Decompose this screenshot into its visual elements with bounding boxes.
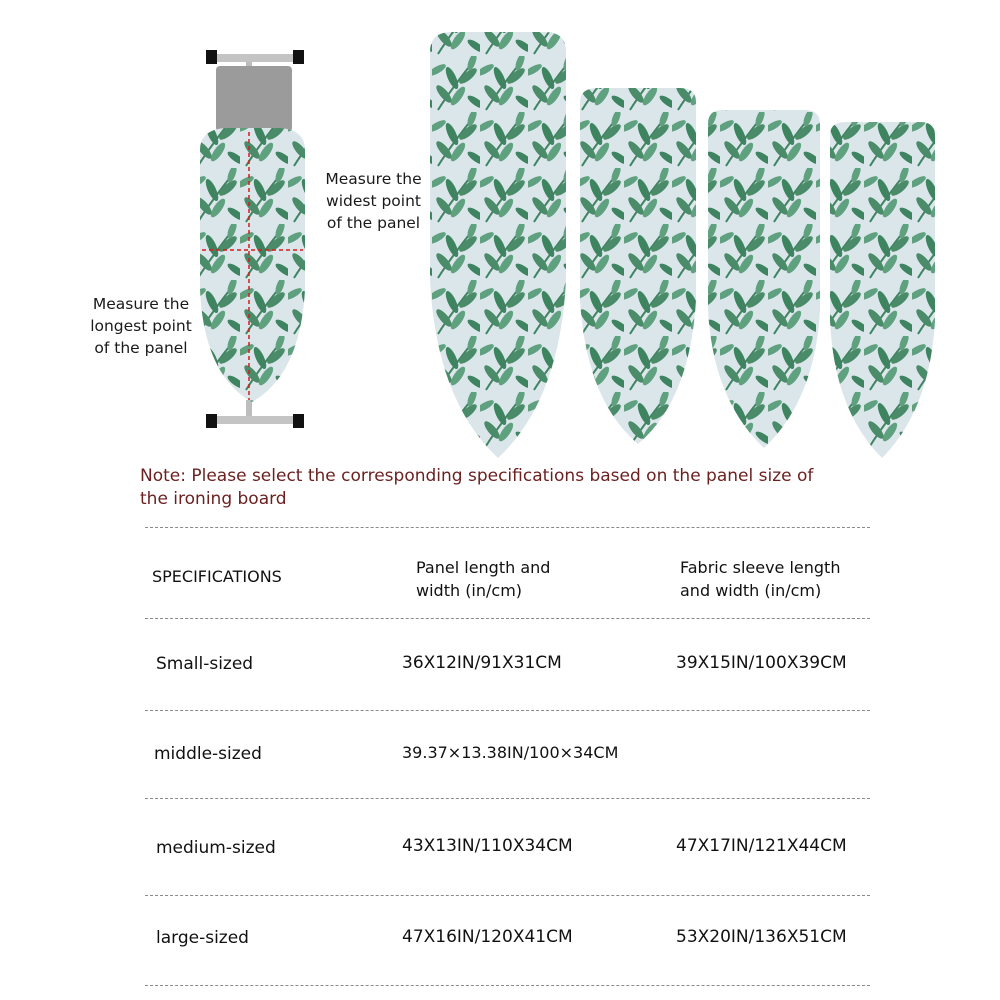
table-row-sleeve: 53X20IN/136X51CM xyxy=(676,927,847,947)
table-divider xyxy=(145,798,870,799)
table-row-sleeve: 39X15IN/100X39CM xyxy=(676,653,847,673)
table-row-size: Small-sized xyxy=(156,654,254,674)
header-panel-size: Panel length and width (in/cm) xyxy=(416,558,551,600)
table-divider xyxy=(145,618,870,619)
longest-point-label: Measure the longest point of the panel xyxy=(90,295,192,357)
table-divider xyxy=(145,710,870,711)
size-selection-note: Note: Please select the corresponding specifications based on the panel size of the ironing board xyxy=(140,466,814,509)
cover-small xyxy=(830,122,935,458)
table-row-size: medium-sized xyxy=(156,838,276,858)
table-row-size: middle-sized xyxy=(154,744,262,764)
table-row-panel: 47X16IN/120X41CM xyxy=(402,927,573,947)
widest-point-label: Measure the widest point of the panel xyxy=(325,170,422,232)
cover-medium xyxy=(580,88,696,444)
table-divider xyxy=(145,895,870,896)
table-row-panel: 43X13IN/110X34CM xyxy=(402,836,573,856)
cover-middle xyxy=(708,110,820,448)
table-divider xyxy=(145,527,870,528)
header-sleeve-size: Fabric sleeve length and width (in/cm) xyxy=(680,558,841,600)
header-specifications: SPECIFICATIONS xyxy=(152,567,282,586)
table-row-sleeve: 47X17IN/121X44CM xyxy=(676,836,847,856)
cover-large xyxy=(430,32,566,458)
ironing-board-illustration xyxy=(0,0,1000,470)
table-row-panel: 39.37×13.38IN/100×34CM xyxy=(402,743,619,762)
measured-board xyxy=(200,50,305,428)
table-row-size: large-sized xyxy=(156,928,249,948)
table-divider xyxy=(145,985,870,986)
table-row-panel: 36X12IN/91X31CM xyxy=(402,653,562,673)
